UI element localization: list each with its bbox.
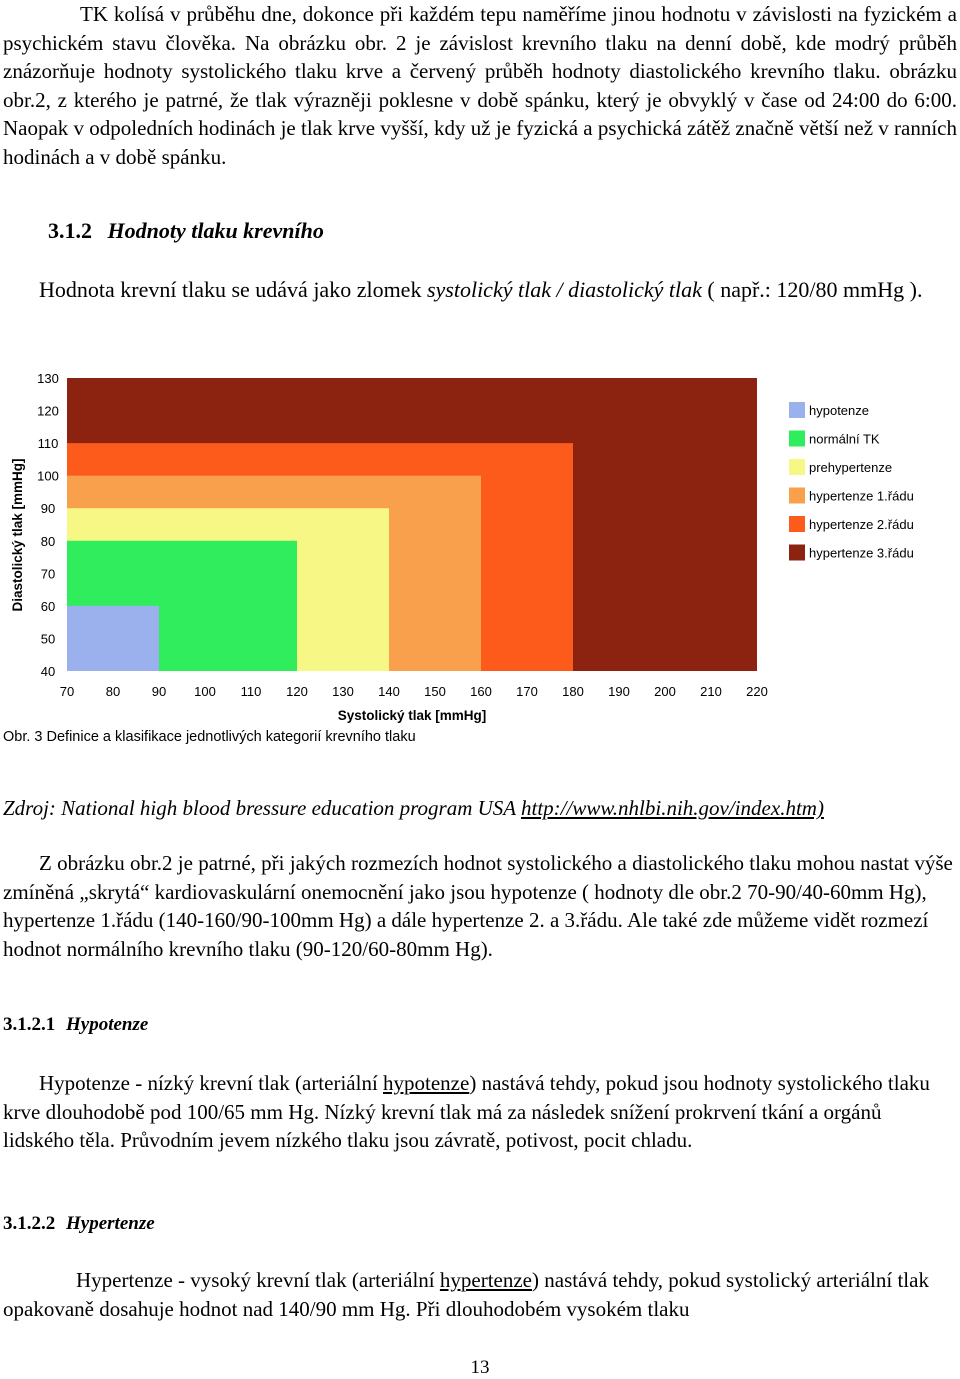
page-number: 13 <box>470 1357 490 1378</box>
y-tick-label: 100 <box>37 468 59 484</box>
figure-source <box>3 794 957 823</box>
section-3121-heading <box>3 1014 148 1036</box>
legend-swatch <box>789 516 805 532</box>
section-312-paragraph <box>3 275 957 305</box>
y-tick-label: 90 <box>40 501 56 517</box>
section-title: Hypotenze <box>66 1014 149 1035</box>
intro-text: TK kolísá v průběhu dne, dokonce při každém tepu naměříme jinou hodnotu v závislosti na fyzickém a psychickém stavu člověka. Na obrázku obr. 2 je závislost krevního tlaku na denní době, kde modrý průběh znázorňuje hodnoty systolického tlaku krve a červený průběh hodnoty diastolického krevního tlaku. obrázku obr.2, z kterého je patrné, že tlak výrazněji poklesne v době spánku, který je obvyklý v čase od 24:00 do 6:00. Naopak v odpoledních hodinách je tlak krve vyšší, kdy už je fyzická a psychická zátěž značně větší než v ranních hodinách a v době spánku. <box>3 2 957 169</box>
legend-label: hypertenze 2.řádu <box>809 517 914 532</box>
x-tick-label: 150 <box>424 684 446 699</box>
legend-swatch <box>789 402 805 418</box>
intro-paragraph <box>3 0 957 171</box>
after-figure-text: Z obrázku obr.2 je patrné, při jakých rozmezích hodnot systolického a diastolického tlaku mohou nastat výše zmíněná „skrytá“ kardiovaskulární onemocnění jako jsou hypotenze ( hodnoty dle obr.2 70-90/40-60mm Hg), hypertenze 1.řádu (140-160/90-100mm Hg) a dále hypertenze 2. a 3.řádu. Ale také zde můžeme vidět rozmezí hodnot normálního krevního tlaku (90-120/60-80mm Hg). <box>3 851 953 961</box>
y-tick-label: 80 <box>40 533 56 549</box>
chart-legend <box>789 402 914 561</box>
x-tick-label: 190 <box>608 684 630 699</box>
x-tick-label: 70 <box>59 684 75 699</box>
legend-label: hypertenze 3.řádu <box>809 545 914 561</box>
x-axis-ticks <box>60 684 768 699</box>
section-number: 3.1.2.1 <box>3 1014 56 1035</box>
x-tick-label: 140 <box>378 684 400 699</box>
x-tick-label: 170 <box>516 684 538 699</box>
x-tick-label: 100 <box>194 684 216 699</box>
para-text-italic: systolický tlak / diastolický tlak <box>426 277 702 302</box>
legend-label: normální TK <box>809 431 880 447</box>
x-tick-label: 80 <box>105 684 121 699</box>
para-text-b: ( např.: 120/80 mmHg ). <box>701 277 923 302</box>
section-3122-paragraph <box>3 1266 957 1323</box>
section-number: 3.1.2.2 <box>3 1213 56 1234</box>
y-tick-label: 110 <box>37 436 59 452</box>
para-text-a: Hodnota krevní tlaku se udává jako zlomek <box>39 277 427 302</box>
para-text-a: Hypertenze - vysoký krevní tlak (arteriální <box>76 1268 440 1292</box>
x-tick-label: 210 <box>700 684 722 699</box>
y-axis-label: Diastolický tlak [mmHg] <box>10 458 25 612</box>
hypotenze-link[interactable]: hypotenze <box>383 1071 470 1095</box>
legend-label: hypertenze 1.řádu <box>809 488 914 504</box>
y-tick-label: 120 <box>37 403 59 419</box>
chart-areas <box>67 378 757 671</box>
x-tick-label: 130 <box>332 684 354 699</box>
legend-swatch <box>789 545 805 561</box>
x-tick-label: 160 <box>470 684 492 699</box>
y-tick-label: 50 <box>40 631 56 647</box>
para-text-b: ) nastává tehdy, pokud systolický arteriální tlak opakovaně dosahuje hodnot nad 140/90 mm Hg. Při dlouhodobém vysokém tlaku <box>3 1268 929 1321</box>
para-text-b: ) nastává tehdy, pokud jsou hodnoty systolického tlaku krve dlouhodobě pod 100/65 mm Hg. Nízký krevní tlak má za následek snížení prokrvení tkání a orgánů lidského těla. Průvodním jevem nízkého tlaku jsou závratě, potivost, pocit chladu. <box>3 1071 930 1152</box>
x-tick-label: 120 <box>286 684 308 699</box>
legend-label: hypotenze <box>809 403 869 418</box>
hypertenze-link[interactable]: hypertenze <box>439 1268 532 1292</box>
x-tick-label: 220 <box>746 684 768 699</box>
y-tick-label: 130 <box>37 371 59 386</box>
x-tick-label: 90 <box>151 684 167 699</box>
source-text: Zdroj: National high blood bressure education program USA <box>3 796 522 820</box>
x-tick-label: 110 <box>240 684 262 699</box>
section-3121-paragraph <box>3 1069 957 1155</box>
y-tick-label: 40 <box>40 664 56 679</box>
legend-label: prehypertenze <box>809 460 893 475</box>
legend-swatch <box>789 431 805 447</box>
section-number: 3.1.2 <box>48 218 92 243</box>
figure-caption: Obr. 3 Definice a klasifikace jednotlivých kategorií krevního tlaku <box>3 729 416 745</box>
para-text-a: Hypotenze - nízký krevní tlak (arteriální <box>39 1071 384 1095</box>
section-3122-heading <box>3 1213 155 1235</box>
y-axis-ticks <box>37 371 59 679</box>
y-tick-label: 60 <box>40 598 56 614</box>
after-figure-paragraph <box>3 849 957 963</box>
x-axis-label: Systolický tlak [mmHg] <box>337 708 487 723</box>
legend-swatch <box>789 488 805 504</box>
source-link[interactable]: http://www.nhlbi.nih.gov/index.htm) <box>521 796 824 820</box>
section-title: Hodnoty tlaku krevního <box>107 218 324 243</box>
y-tick-label: 70 <box>40 566 56 582</box>
x-tick-label: 200 <box>654 684 676 699</box>
category-area-5 <box>67 606 159 671</box>
section-title: Hypertenze <box>66 1213 155 1234</box>
legend-swatch <box>789 459 805 475</box>
x-tick-label: 180 <box>562 684 584 699</box>
blood-pressure-chart <box>0 365 960 725</box>
section-312-heading <box>48 218 324 244</box>
